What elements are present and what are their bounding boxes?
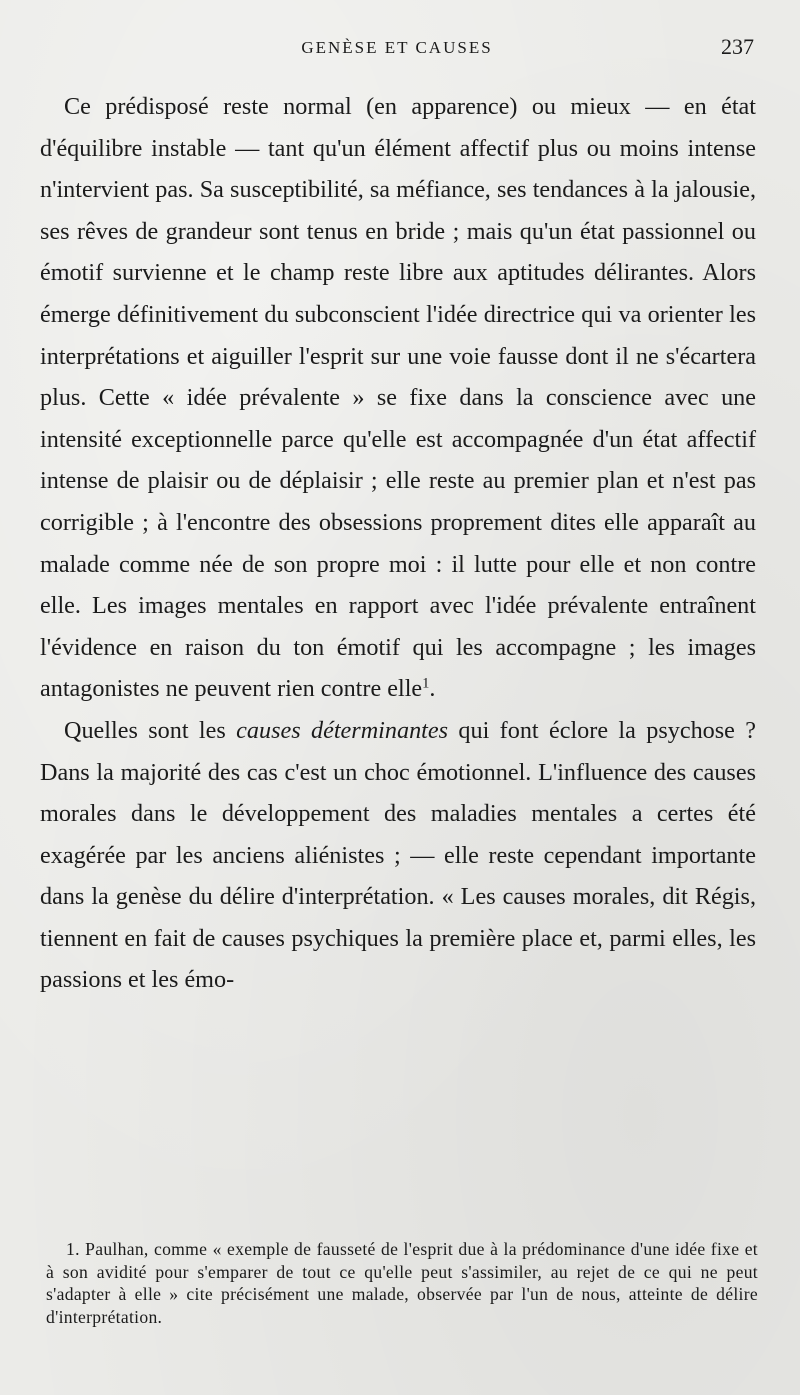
page-number: 237 — [721, 34, 754, 59]
paragraph-1-text: Ce prédisposé reste normal (en apparence) ou mieux — en état d'équilibre instable — tant qu'un élément affectif plus ou moins intense n'intervient pas. Sa susceptibilité, sa méfiance, ses tendances à la jalousie, ses rêves de grandeur sont tenus en bride ; mais qu'un état passionnel ou émotif survienne et le champ reste libre aux aptitudes délirantes. Alors émerge définitivement du subconscient l'idée directrice qui va orienter les interprétations et aiguiller l'esprit sur une voie fausse dont il ne s'écartera plus. Cette « idée prévalente » se fixe dans la conscience avec une intensité exceptionnelle parce qu'elle est accompagnée d'un état affectif intense de plaisir ou de déplaisir ; elle reste au premier plan et n'est pas corrigible ; à l'encontre des obsessions proprement dites elle apparaît au malade comme née de son propre moi : il lutte pour elle et non contre elle. Les images mentales en rapport avec l'idée prévalente entraînent l'évidence en raison du ton émotif qui les accompagne ; les images antagonistes ne peuvent rien contre elle — [40, 93, 756, 703]
emphasis-causes-determinantes: causes déterminantes — [236, 716, 449, 744]
footnote-1: 1. Paulhan, comme « exemple de fausseté de l'esprit due à la prédominance d'une idée fixe et à son avidité pour s'emparer de tout ce qu'elle peut s'assimiler, au rejet de ce qui ne peut s'adapter à elle » cite précisément une malade, observée par l'un de nous, atteinte de délire d'interprétation. — [46, 1239, 758, 1327]
paragraph-2-after-emphasis: qui font éclore la psychose ? Dans la majorité des cas c'est un choc émotionnel. L'influence des causes morales dans le développement des maladies mentales a certes été exagérée par les anciens aliénistes ; — elle reste cependant importante dans la genèse du délire d'interprétation. « Les causes morales, dit Régis, tiennent en fait de causes psychiques la première place et, parmi elles, les passions et les émo- — [40, 716, 757, 994]
footnotes — [46, 1238, 758, 1328]
paragraph-2 — [40, 710, 756, 1001]
paragraph-2-before-emphasis: Quelles sont les — [64, 716, 237, 744]
running-title: GENÈSE ET CAUSES — [301, 38, 493, 57]
page-header — [40, 34, 754, 64]
footnote-reference: 1 — [422, 675, 430, 692]
body-text — [40, 86, 756, 1001]
paragraph-1-tail: . — [429, 675, 436, 703]
paragraph-1 — [40, 86, 756, 710]
